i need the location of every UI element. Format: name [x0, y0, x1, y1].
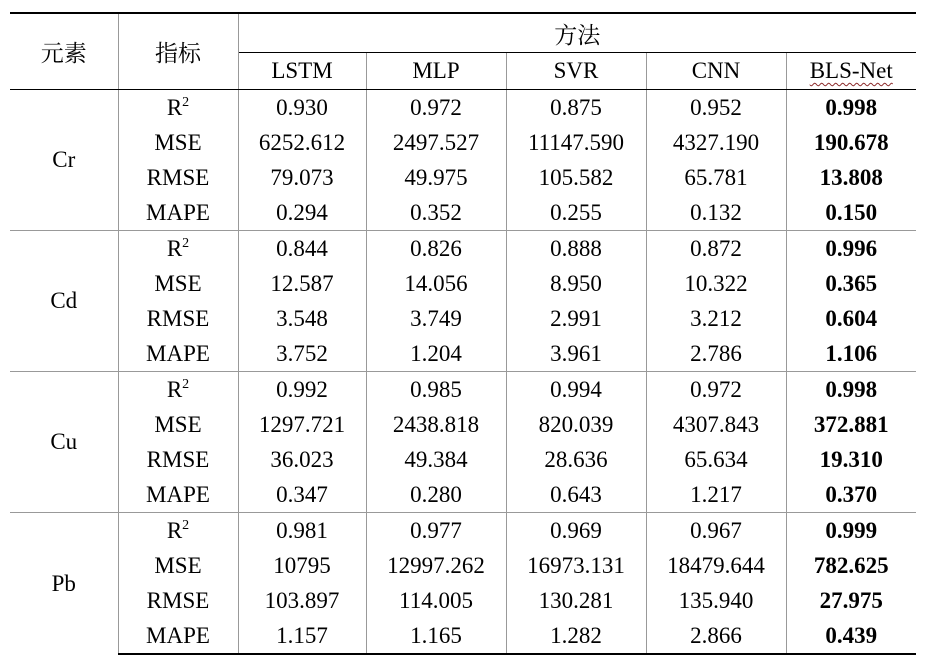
- value-cell-cnn: 18479.644: [646, 548, 786, 583]
- value-cell-cnn: 2.786: [646, 336, 786, 372]
- value-cell-blsnet: 1.106: [825, 340, 878, 366]
- value-cell-mlp: 0.977: [366, 513, 506, 549]
- metric-r2-superscript: 2: [182, 517, 190, 533]
- value-cell-mlp: 49.384: [366, 442, 506, 477]
- value-cell-lstm: 0.294: [238, 195, 366, 231]
- value-cell-cnn: 0.872: [646, 231, 786, 267]
- value-cell-svr: 2.991: [506, 301, 646, 336]
- value-cell-mlp: 1.165: [366, 618, 506, 654]
- metric-cell-mse: MSE: [118, 125, 238, 160]
- value-cell-blsnet: 0.370: [825, 481, 878, 507]
- value-cell-lstm: 0.981: [238, 513, 366, 549]
- value-cell-cnn: 0.972: [646, 372, 786, 408]
- value-cell-cnn: 65.634: [646, 442, 786, 477]
- value-cell-svr: 0.888: [506, 231, 646, 267]
- value-cell-svr: 820.039: [506, 407, 646, 442]
- value-cell-cnn: 1.217: [646, 477, 786, 513]
- value-cell-lstm: 0.992: [238, 372, 366, 408]
- results-body: [10, 90, 916, 655]
- value-cell-lstm: 3.752: [238, 336, 366, 372]
- header-method-mlp: MLP: [366, 53, 506, 90]
- value-cell-blsnet: 782.625: [813, 552, 889, 578]
- value-cell-mlp: 12997.262: [366, 548, 506, 583]
- table-row: [10, 125, 916, 160]
- value-cell-cnn: 135.940: [646, 583, 786, 618]
- value-cell-lstm: 79.073: [238, 160, 366, 195]
- value-cell-blsnet: 0.150: [825, 199, 878, 225]
- value-cell-blsnet: 0.999: [786, 513, 916, 549]
- metric-cell-rmse: RMSE: [118, 160, 238, 195]
- table-row: [10, 231, 916, 267]
- value-cell-svr: 0.255: [506, 195, 646, 231]
- table-row: [10, 336, 916, 372]
- metric-r2-superscript: 2: [182, 376, 190, 392]
- value-cell-svr: 16973.131: [506, 548, 646, 583]
- value-cell-svr: 0.643: [506, 477, 646, 513]
- value-cell-cnn: 4307.843: [646, 407, 786, 442]
- value-cell-cnn: 2.866: [646, 618, 786, 654]
- header-metric: 指标: [118, 13, 238, 90]
- value-cell-svr: 11147.590: [506, 125, 646, 160]
- value-cell-mlp: 0.985: [366, 372, 506, 408]
- table-row: [10, 301, 916, 336]
- value-cell-mlp: 49.975: [366, 160, 506, 195]
- table-row: [10, 90, 916, 126]
- value-cell-lstm: 3.548: [238, 301, 366, 336]
- metric-cell-r2: [118, 90, 238, 126]
- value-cell-blsnet: 27.975: [819, 587, 883, 613]
- value-cell-cnn: 0.967: [646, 513, 786, 549]
- value-cell-lstm: 1.157: [238, 618, 366, 654]
- table-row: [10, 583, 916, 618]
- value-cell-blsnet: 0.998: [825, 94, 878, 120]
- value-cell-mlp: 0.972: [366, 90, 506, 126]
- table-row: [10, 477, 916, 513]
- value-cell-mlp: 114.005: [366, 583, 506, 618]
- value-cell-mlp: 2497.527: [366, 125, 506, 160]
- table-row: [10, 372, 916, 408]
- value-cell-svr: 0.875: [506, 90, 646, 126]
- header-method-blsnet: [786, 53, 916, 90]
- value-cell-lstm: 0.844: [238, 231, 366, 267]
- element-cell: Cu: [10, 372, 118, 513]
- value-cell-cnn: 0.132: [646, 195, 786, 231]
- value-cell-mlp: 0.352: [366, 195, 506, 231]
- metric-cell-r2: [118, 372, 238, 408]
- metric-r2-superscript: 2: [182, 94, 190, 110]
- metric-r2-superscript: 2: [182, 235, 190, 251]
- header-method-svr: SVR: [506, 53, 646, 90]
- value-cell-blsnet: 0.996: [786, 231, 916, 267]
- value-cell-svr: 130.281: [506, 583, 646, 618]
- table-row: [10, 266, 916, 301]
- metric-cell-mse: MSE: [118, 548, 238, 583]
- metric-cell-rmse: RMSE: [118, 583, 238, 618]
- value-cell-mlp: 1.204: [366, 336, 506, 372]
- value-cell-mlp: 14.056: [366, 266, 506, 301]
- header-method-cnn: CNN: [646, 53, 786, 90]
- metric-cell-mse: MSE: [118, 266, 238, 301]
- value-cell-svr: 3.961: [506, 336, 646, 372]
- header-method: 方法: [238, 13, 916, 53]
- element-cell: Pb: [10, 513, 118, 655]
- results-table-container: [10, 12, 916, 655]
- value-cell-cnn: 65.781: [646, 160, 786, 195]
- metric-cell-mse: MSE: [118, 407, 238, 442]
- value-cell-mlp: 0.826: [366, 231, 506, 267]
- table-row: [10, 513, 916, 549]
- metric-r2-base: R: [166, 235, 183, 261]
- element-cell: Cd: [10, 231, 118, 372]
- results-table: [10, 12, 916, 655]
- value-cell-blsnet: 372.881: [813, 411, 889, 437]
- value-cell-blsnet: 0.439: [786, 618, 916, 654]
- value-cell-lstm: 6252.612: [238, 125, 366, 160]
- table-row: [10, 407, 916, 442]
- element-cell: Cr: [10, 90, 118, 231]
- metric-cell-r2: [118, 513, 238, 549]
- value-cell-lstm: 36.023: [238, 442, 366, 477]
- table-row: [10, 160, 916, 195]
- header-method-blsnet-label: BLS-Net: [809, 58, 893, 83]
- metric-cell-rmse: RMSE: [118, 442, 238, 477]
- metric-cell-r2: [118, 231, 238, 267]
- metric-cell-mape: MAPE: [118, 618, 238, 654]
- value-cell-svr: 28.636: [506, 442, 646, 477]
- metric-cell-mape: MAPE: [118, 336, 238, 372]
- value-cell-cnn: 3.212: [646, 301, 786, 336]
- value-cell-svr: 105.582: [506, 160, 646, 195]
- value-cell-blsnet: 0.365: [825, 270, 878, 296]
- metric-r2-base: R: [166, 94, 183, 120]
- metric-cell-mape: MAPE: [118, 477, 238, 513]
- header-method-lstm: LSTM: [238, 53, 366, 90]
- value-cell-cnn: 0.952: [646, 90, 786, 126]
- table-row: [10, 548, 916, 583]
- value-cell-lstm: 10795: [238, 548, 366, 583]
- value-cell-blsnet: 0.604: [825, 305, 878, 331]
- value-cell-blsnet: 0.998: [786, 372, 916, 408]
- value-cell-svr: 8.950: [506, 266, 646, 301]
- value-cell-cnn: 10.322: [646, 266, 786, 301]
- value-cell-blsnet: 190.678: [813, 129, 889, 155]
- header-element: 元素: [10, 13, 118, 90]
- value-cell-lstm: 0.930: [238, 90, 366, 126]
- value-cell-svr: 1.282: [506, 618, 646, 654]
- metric-r2-base: R: [166, 517, 183, 543]
- metric-cell-rmse: RMSE: [118, 301, 238, 336]
- value-cell-blsnet: 19.310: [819, 446, 883, 472]
- table-row: [10, 618, 916, 654]
- value-cell-svr: 0.969: [506, 513, 646, 549]
- value-cell-lstm: 12.587: [238, 266, 366, 301]
- table-row: [10, 442, 916, 477]
- metric-r2-base: R: [166, 376, 183, 402]
- value-cell-cnn: 4327.190: [646, 125, 786, 160]
- value-cell-mlp: 0.280: [366, 477, 506, 513]
- value-cell-lstm: 103.897: [238, 583, 366, 618]
- metric-cell-mape: MAPE: [118, 195, 238, 231]
- table-row: [10, 195, 916, 231]
- value-cell-mlp: 3.749: [366, 301, 506, 336]
- value-cell-blsnet: 13.808: [819, 164, 883, 190]
- value-cell-svr: 0.994: [506, 372, 646, 408]
- value-cell-lstm: 0.347: [238, 477, 366, 513]
- value-cell-mlp: 2438.818: [366, 407, 506, 442]
- value-cell-lstm: 1297.721: [238, 407, 366, 442]
